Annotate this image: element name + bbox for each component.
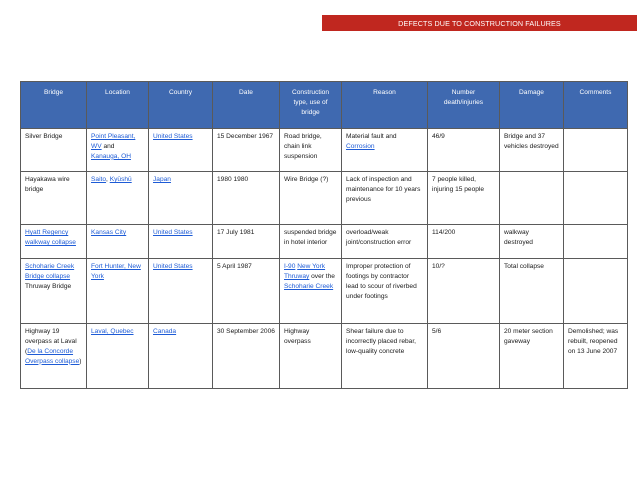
cell-reason: Lack of inspection and maintenance for 10 years previous: [342, 172, 428, 225]
bridge-link[interactable]: Schoharie Creek Bridge collapse: [25, 263, 75, 280]
cell-location: [87, 225, 149, 259]
header-location: Location: [87, 82, 149, 129]
location-separator: and: [101, 142, 115, 150]
cell-reason: Improper protection of footings by contractor lead to scour of riverbed under footings: [342, 259, 428, 324]
country-link[interactable]: United States: [153, 229, 193, 236]
cell-damage: [500, 172, 564, 225]
location-link[interactable]: Kyūshū: [109, 176, 132, 183]
cell-damage: Bridge and 37 vehicles destroyed: [500, 129, 564, 172]
cell-location: [87, 259, 149, 324]
location-link[interactable]: Kanauga, OH: [91, 152, 131, 160]
cell-comments: [564, 225, 628, 259]
defects-table: [20, 81, 628, 389]
table-row: [21, 172, 628, 225]
location-link[interactable]: Saito: [91, 176, 107, 183]
cell-reason: overload/weak joint/construction error: [342, 225, 428, 259]
bridge-text: Thruway Bridge: [25, 282, 72, 290]
cell-location: [87, 129, 149, 172]
cell-construction: [280, 259, 342, 324]
table-row: [21, 259, 628, 324]
header-bridge: Bridge: [21, 82, 87, 129]
bridge-text: Highway 19 overpass at Laval (: [25, 328, 77, 355]
cell-comments: [564, 129, 628, 172]
cell-date: 30 September 2006: [213, 324, 280, 389]
header-construction: Construction type, use of bridge: [280, 82, 342, 129]
cell-damage: 20 meter section gaveway: [500, 324, 564, 389]
cell-country: [149, 324, 213, 389]
cell-construction: Highway overpass: [280, 324, 342, 389]
header-country: Country: [149, 82, 213, 129]
cell-number: 114/200: [428, 225, 500, 259]
country-link[interactable]: Canada: [153, 328, 177, 335]
country-link[interactable]: Japan: [153, 176, 171, 183]
thruway-link[interactable]: New York Thruway: [284, 263, 326, 280]
cell-date: 15 December 1967: [213, 129, 280, 172]
country-link[interactable]: United States: [153, 263, 193, 270]
cell-comments: Demolished; was rebuilt, reopened on 13 June 2007: [564, 324, 628, 389]
cell-bridge: [21, 225, 87, 259]
cell-number: 5/6: [428, 324, 500, 389]
bridge-link[interactable]: Hyatt Regency walkway collapse: [25, 229, 76, 246]
cell-number: 10/?: [428, 259, 500, 324]
location-link[interactable]: Laval, Quebec: [91, 328, 134, 335]
cell-number: 46/9: [428, 129, 500, 172]
cell-date: 17 July 1981: [213, 225, 280, 259]
cell-date: 1980 1980: [213, 172, 280, 225]
header-reason: Reason: [342, 82, 428, 129]
location-link[interactable]: Kansas City: [91, 229, 127, 236]
header-comments: Comments: [564, 82, 628, 129]
cell-comments: [564, 259, 628, 324]
country-link[interactable]: United States: [153, 133, 193, 140]
highway-link[interactable]: I-90: [284, 263, 296, 270]
location-link[interactable]: Fort Hunter, New York: [91, 263, 141, 280]
header-row: [21, 82, 628, 129]
bridge-text: ): [79, 357, 82, 365]
cell-bridge: [21, 324, 87, 389]
reason-link[interactable]: Corrosion: [346, 142, 375, 150]
cell-number: 7 people killed, injuring 15 people: [428, 172, 500, 225]
reason-text: Material fault and: [346, 133, 397, 140]
cell-location: [87, 324, 149, 389]
cell-country: [149, 259, 213, 324]
cell-damage: walkway destroyed: [500, 225, 564, 259]
table-row: [21, 225, 628, 259]
cell-reason: Shear failure due to incorrectly placed rebar, low-quality concrete: [342, 324, 428, 389]
bridge-link[interactable]: De la Concorde Overpass collapse: [25, 347, 80, 365]
location-separator: ,: [106, 176, 110, 183]
cell-country: [149, 129, 213, 172]
cell-damage: Total collapse: [500, 259, 564, 324]
cell-reason: [342, 129, 428, 172]
header-damage: Damage: [500, 82, 564, 129]
header-date: Date: [213, 82, 280, 129]
cell-country: [149, 172, 213, 225]
cell-bridge: [21, 259, 87, 324]
cell-country: [149, 225, 213, 259]
cell-date: 5 April 1987: [213, 259, 280, 324]
table-row: [21, 129, 628, 172]
cell-construction: Road bridge, chain link suspension: [280, 129, 342, 172]
header-number: Number death/injuries: [428, 82, 500, 129]
cell-bridge: Silver Bridge: [21, 129, 87, 172]
cell-bridge: Hayakawa wire bridge: [21, 172, 87, 225]
creek-link[interactable]: Schoharie Creek: [284, 282, 334, 290]
page-title: DEFECTS DUE TO CONSTRUCTION FAILURES: [322, 15, 637, 31]
location-link[interactable]: Point Pleasant, WV: [91, 133, 136, 150]
table-row: [21, 324, 628, 389]
cell-construction: suspended bridge in hotel interior: [280, 225, 342, 259]
cell-comments: [564, 172, 628, 225]
construction-text: over the: [309, 272, 335, 280]
cell-location: [87, 172, 149, 225]
cell-construction: Wire Bridge (?): [280, 172, 342, 225]
